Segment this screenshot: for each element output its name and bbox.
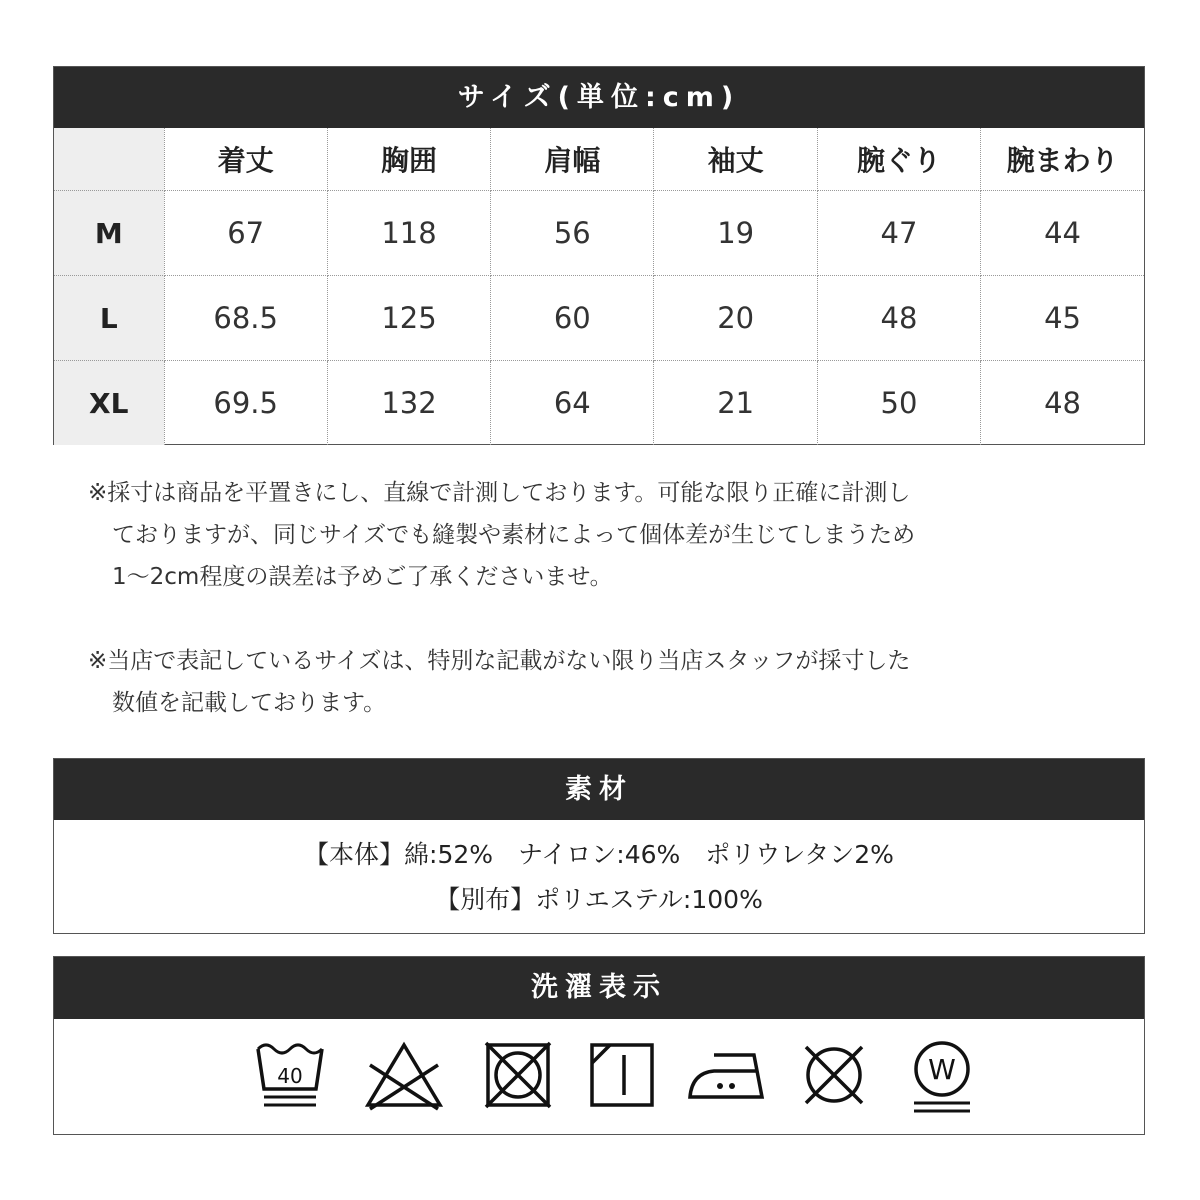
value-cell: 56 bbox=[491, 191, 654, 276]
table-row bbox=[54, 276, 1144, 361]
value-cell: 68.5 bbox=[164, 276, 327, 361]
wash-icons-row bbox=[54, 1019, 1144, 1134]
no-tumble-dry-icon bbox=[482, 1039, 554, 1111]
size-note bbox=[88, 640, 1088, 724]
size-label-cell: L bbox=[54, 276, 164, 361]
measurement-note bbox=[88, 472, 1088, 598]
header-cell: 腕ぐり bbox=[817, 128, 980, 191]
note-line: 1〜2cm程度の誤差は予めご了承くださいませ。 bbox=[112, 564, 613, 590]
material-line: 【別布】ポリエステル:100% bbox=[435, 885, 763, 914]
material-title: 素材 bbox=[54, 759, 1144, 820]
value-cell: 21 bbox=[654, 361, 817, 446]
table-row bbox=[54, 191, 1144, 276]
header-cell: 袖丈 bbox=[654, 128, 817, 191]
wet-clean-gentle-icon bbox=[906, 1039, 978, 1115]
value-cell: 125 bbox=[327, 276, 490, 361]
note-line: 数値を記載しております。 bbox=[112, 690, 387, 716]
value-cell: 48 bbox=[817, 276, 980, 361]
note-line: ※当店で表記しているサイズは、特別な記載がない限り当店スタッフが採寸した bbox=[88, 648, 911, 674]
value-cell: 19 bbox=[654, 191, 817, 276]
value-cell: 47 bbox=[817, 191, 980, 276]
header-cell: 肩幅 bbox=[491, 128, 654, 191]
value-cell: 20 bbox=[654, 276, 817, 361]
value-cell: 118 bbox=[327, 191, 490, 276]
table-corner-cell bbox=[54, 128, 164, 191]
table-row bbox=[54, 361, 1144, 446]
value-cell: 45 bbox=[981, 276, 1144, 361]
value-cell: 67 bbox=[164, 191, 327, 276]
note-line: ※採寸は商品を平置きにし、直線で計測しております。可能な限り正確に計測し bbox=[88, 480, 911, 506]
value-cell: 69.5 bbox=[164, 361, 327, 446]
value-cell: 132 bbox=[327, 361, 490, 446]
value-cell: 64 bbox=[491, 361, 654, 446]
iron-medium-icon bbox=[684, 1039, 770, 1111]
size-label-cell: XL bbox=[54, 361, 164, 446]
wash-temp-label: 40 bbox=[277, 1064, 303, 1088]
wet-clean-label: W bbox=[928, 1053, 956, 1086]
value-cell: 44 bbox=[981, 191, 1144, 276]
size-table bbox=[54, 128, 1144, 445]
material-body bbox=[54, 820, 1144, 922]
no-dry-clean-icon bbox=[798, 1039, 870, 1111]
no-bleach-icon bbox=[364, 1039, 444, 1111]
wash-40-gentle-icon bbox=[254, 1039, 326, 1111]
table-header-row bbox=[54, 128, 1144, 191]
wash-title: 洗濯表示 bbox=[54, 957, 1144, 1019]
size-label-cell: M bbox=[54, 191, 164, 276]
note-line: ておりますが、同じサイズでも縫製や素材によって個体差が生じてしまうため bbox=[112, 522, 916, 548]
value-cell: 50 bbox=[817, 361, 980, 446]
header-cell: 腕まわり bbox=[981, 128, 1144, 191]
drip-dry-shade-icon bbox=[586, 1039, 658, 1111]
value-cell: 48 bbox=[981, 361, 1144, 446]
header-cell: 着丈 bbox=[164, 128, 327, 191]
material-line: 【本体】綿:52% ナイロン:46% ポリウレタン2% bbox=[304, 840, 894, 869]
wash-panel bbox=[53, 956, 1145, 1135]
header-cell: 胸囲 bbox=[327, 128, 490, 191]
value-cell: 60 bbox=[491, 276, 654, 361]
material-panel bbox=[53, 758, 1145, 934]
size-table-title: サイズ(単位:cm) bbox=[54, 67, 1144, 128]
size-table-panel bbox=[53, 66, 1145, 445]
